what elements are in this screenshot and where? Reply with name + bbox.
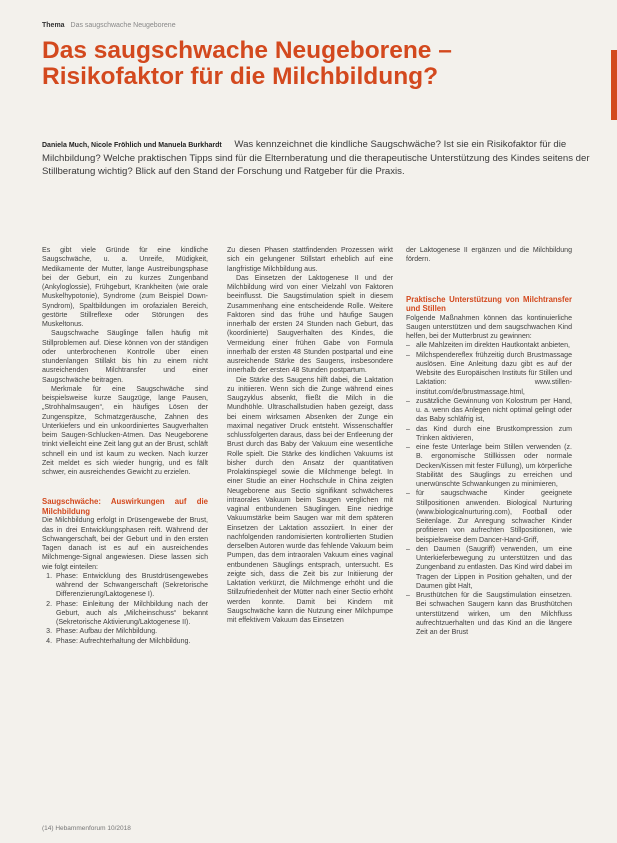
measures-list [406,341,572,637]
column-1 [42,246,208,646]
topic-label: Das saugschwache Neugeborene [70,22,176,29]
page-edge-tab [611,50,617,120]
paragraph: der Laktogenese II ergänzen und die Milchbildung fördern. [406,247,572,264]
list-item: – eine feste Unterlage beim Stillen verwenden (z. B. ergonomische Stillkissen oder normale Decken/Kissen mit fester Füllung), um körperliche Stabilität des Säuglings zu erreichen und unerwünschte Schwankungen zu minimieren, [406,443,572,489]
article-title: Das saugschwache Neugeborene – Risikofaktor für die Milchbildung? [42,37,452,90]
paragraph: Zu diesen Phasen stattfindenden Prozessen wirkt sich ein gelungener Stillstart erheblich auf eine langfristige Milchbildung aus. [227,247,393,273]
column-3 [406,246,572,637]
list-item: 2. Phase: Einleitung der Milchbildung nach der Geburt, auch als „Milcheinschuss“ bekannt (Sekretorische Aktivierung/Laktogenese II). [54,600,208,628]
list-item: 1. Phase: Entwicklung des Brustdrüsengewebes während der Schwangerschaft (Sekretorische Differenzierung/Laktogenese I). [54,572,208,600]
list-item: 3. Phase: Aufbau der Milchbildung. [54,627,208,636]
column-2 [227,246,393,625]
list-item: – das Kind durch eine Brustkompression zum Trinken aktivieren, [406,425,572,444]
section-label: Thema [42,22,65,29]
phase-list [42,572,208,646]
section-heading: Praktische Unterstützung von Milchtransfer und Stillen [406,294,572,314]
paragraph: Folgende Maßnahmen können das kontinuierliche Saugen unterstützen und dem saugschwachen Kind helfen, bei der Mutterbrust zu gewinnen: [406,314,572,341]
list-item: – den Daumen (Saugriff) verwenden, um eine Unterkieferbewegung zu unterstützen und das Zungenband zu entlasten. Das Kind wird dabei im Tragen der Lippen in Position gehalten, und der Daumen gibt Halt, [406,545,572,591]
page-footer: (14) Hebammenforum 10/2018 [42,825,131,832]
paragraph: Es gibt viele Gründe für eine kindliche Saugschwäche, u. a. Unreife, Müdigkeit, Medikamente der Mutter, lange Austreibungsphase bei der Geburt, ein zu kurzes Zungenband (Ankyloglossie), Frühgeburt, Krankheiten (wie orale Muskelhypotonie), Syndrome (zum Beispiel Down-Syndrom), Spaltbildungen im orofazialen Bereich, gestörte Stillreflexe oder Störungen des Muskeltonus. [42,247,208,328]
article-lead [42,139,590,178]
list-item: – alle Mahlzeiten im direkten Hautkontakt anbieten, [406,341,572,350]
paragraph: Die Stärke des Saugens hilft dabei, die Laktation zu initiieren. Wenn sich die Zunge während eines Saugzyklus absenkt, fließt die Milch in die Mundhöhle. Ultraschallstudien haben gezeigt, dass bei einem wirksamen Absenken der Zunge ein maximal negativer Druck entsteht. Wissenschaftler schlussfolgerten daraus, dass bei der Entleerung der Brust durch das Baby der Vakuum eine wesentliche Rolle spielt. Die Stärke des kindlichen Vakuums ist bisher durch den Ansatz der quantitativen Prolaktinspiegel sowie die Milchmenge belegt. In einer Studie an einer Hochschule in China zeigten Neugeborene aus Sectio signifikant schwächeres intraorales Vakuum beim Saugen verglichen mit vaginal entbundenen Säuglingen. Eine niedrige Vakuumstärke beim Saugen war mit dem späteren Einsetzen der Laktation assoziiert. In einer der nachfolgenden randomisierten kontrollierten Studien derselben Autoren wurde das fehlende Vakuum beim Pumpen, das dem intraoralen Vakuum eines vaginal entbundenen Säuglings entsprach, untersucht. Es zeigte sich, dass die Zeit bis zur Initiierung der Laktation verkürzt, die Milchmenge erhöht und die Stillzufriedenheit der Mütter nach einer Sectio erhöht werden konnte. Damit bei Kindern mit Saugschwäche kann die Nutzung einer Milchpumpe mit effektivem Vakuum das Einsetzen [227,376,393,624]
authors: Daniela Much, Nicole Fröhlich und Manuela Burkhardt [42,142,222,149]
list-item: – Brusthütchen für die Saugstimulation einsetzen. Bei schwachen Saugern kann das Brusthütchen unterstützend wirken, um den Milchfluss aufrechtzuerhalten und das Kind an die längere Zeit an der Brust [406,591,572,637]
paragraph: Das Einsetzen der Laktogenese II und der Milchbildung wird von einer Vielzahl von Faktoren beeinflusst. Die Saugstimulation spielt in diesem Zusammenhang eine entscheidende Rolle. Weitere Faktoren sind das frühe und häufige Saugen innerhalb der ersten 24 Stunden nach Geburt, das (koordinierte) Saugverhalten des Kindes, die Vermeidung einer frühen Gabe von Formula innerhalb der ersten 48 Stunden postpartal und eine ausreichende Stärke des Saugens, insbesondere innerhalb der ersten 48 Stunden postpartum. [227,274,393,375]
list-item: – für saugschwache Kinder geeignete Stillpositionen anwenden. Biological Nurturing (www.biologicalnurturing.com), Football oder Seitenlage. Zur Anregung schwacher Kinder profitieren von aufrechten Stillpositionen, wie beispielsweise dem Dancer-Hand-Griff, [406,489,572,545]
list-item: – Milchspendereflex frühzeitig durch Brustmassage auslösen. Eine Anleitung dazu gibt es auf der Website des Europäischen Instituts für Stillen und Laktation: www.stillen-institut.com/de/brustmassage.html, [406,351,572,397]
paragraph: Merkmale für eine Saugschwäche sind beispielsweise kurze Saugzüge, lange Pausen, „Strohhalmsaugen“, ein häufiges Lösen der Zungenspitze, Schmatzgeräusche, Zahnen des Unterkiefers und ein unkoordiniertes Saugverhalten beim Saugen-Schlucken-Atmen. Das Neugeborene trinkt vielleicht eine Zeit lang gut an der Brust, schläft schnell ein und ist kaum zu wecken. Nach kurzer Zeit meldet es sich wieder hungrig, und es fällt schwer, ein ausreichendes Gewicht zu erzielen. [42,385,208,476]
list-item: 4. Phase: Aufrechterhaltung der Milchbildung. [54,637,208,646]
paragraph: Saugschwache Säuglinge fallen häufig mit Stillproblemen auf. Diese können von der ständigen oder unterbrochenen Kontrolle über einen stundenlangen Stillakt bis hin zu einem nicht ausreichenden Milchtransfer und einer Saugschwäche beitragen. [42,330,208,384]
section-heading: Saugschwäche: Auswirkungen auf die Milchbildung [42,497,208,516]
list-item: – zusätzliche Gewinnung von Kolostrum per Hand, u. a. wenn das Anlegen nicht optimal gelingt oder das Baby schläfrig ist, [406,397,572,425]
lead-text: Was kennzeichnet die kindliche Saugschwäche? Ist sie ein Risikofaktor für die Milchbildung? Welche praktischen Tipps sind für die Elternberatung und die therapeutische Unterstützung des Kindes seitens der Stillberatung wichtig? Blick auf den Stand der Forschung und Ratgeber für die Praxis. [42,139,590,177]
page-header [42,22,176,29]
paragraph: Die Milchbildung erfolgt in Drüsengewebe der Brust, das in drei Entwicklungsphasen reift. Während der Schwangerschaft, bei der Geburt und in den ersten Tagen danach ist es auf ein ausreichendes Milchmenge-Signal angewiesen. Diese lassen sich wie folgt einteilen: [42,517,208,571]
